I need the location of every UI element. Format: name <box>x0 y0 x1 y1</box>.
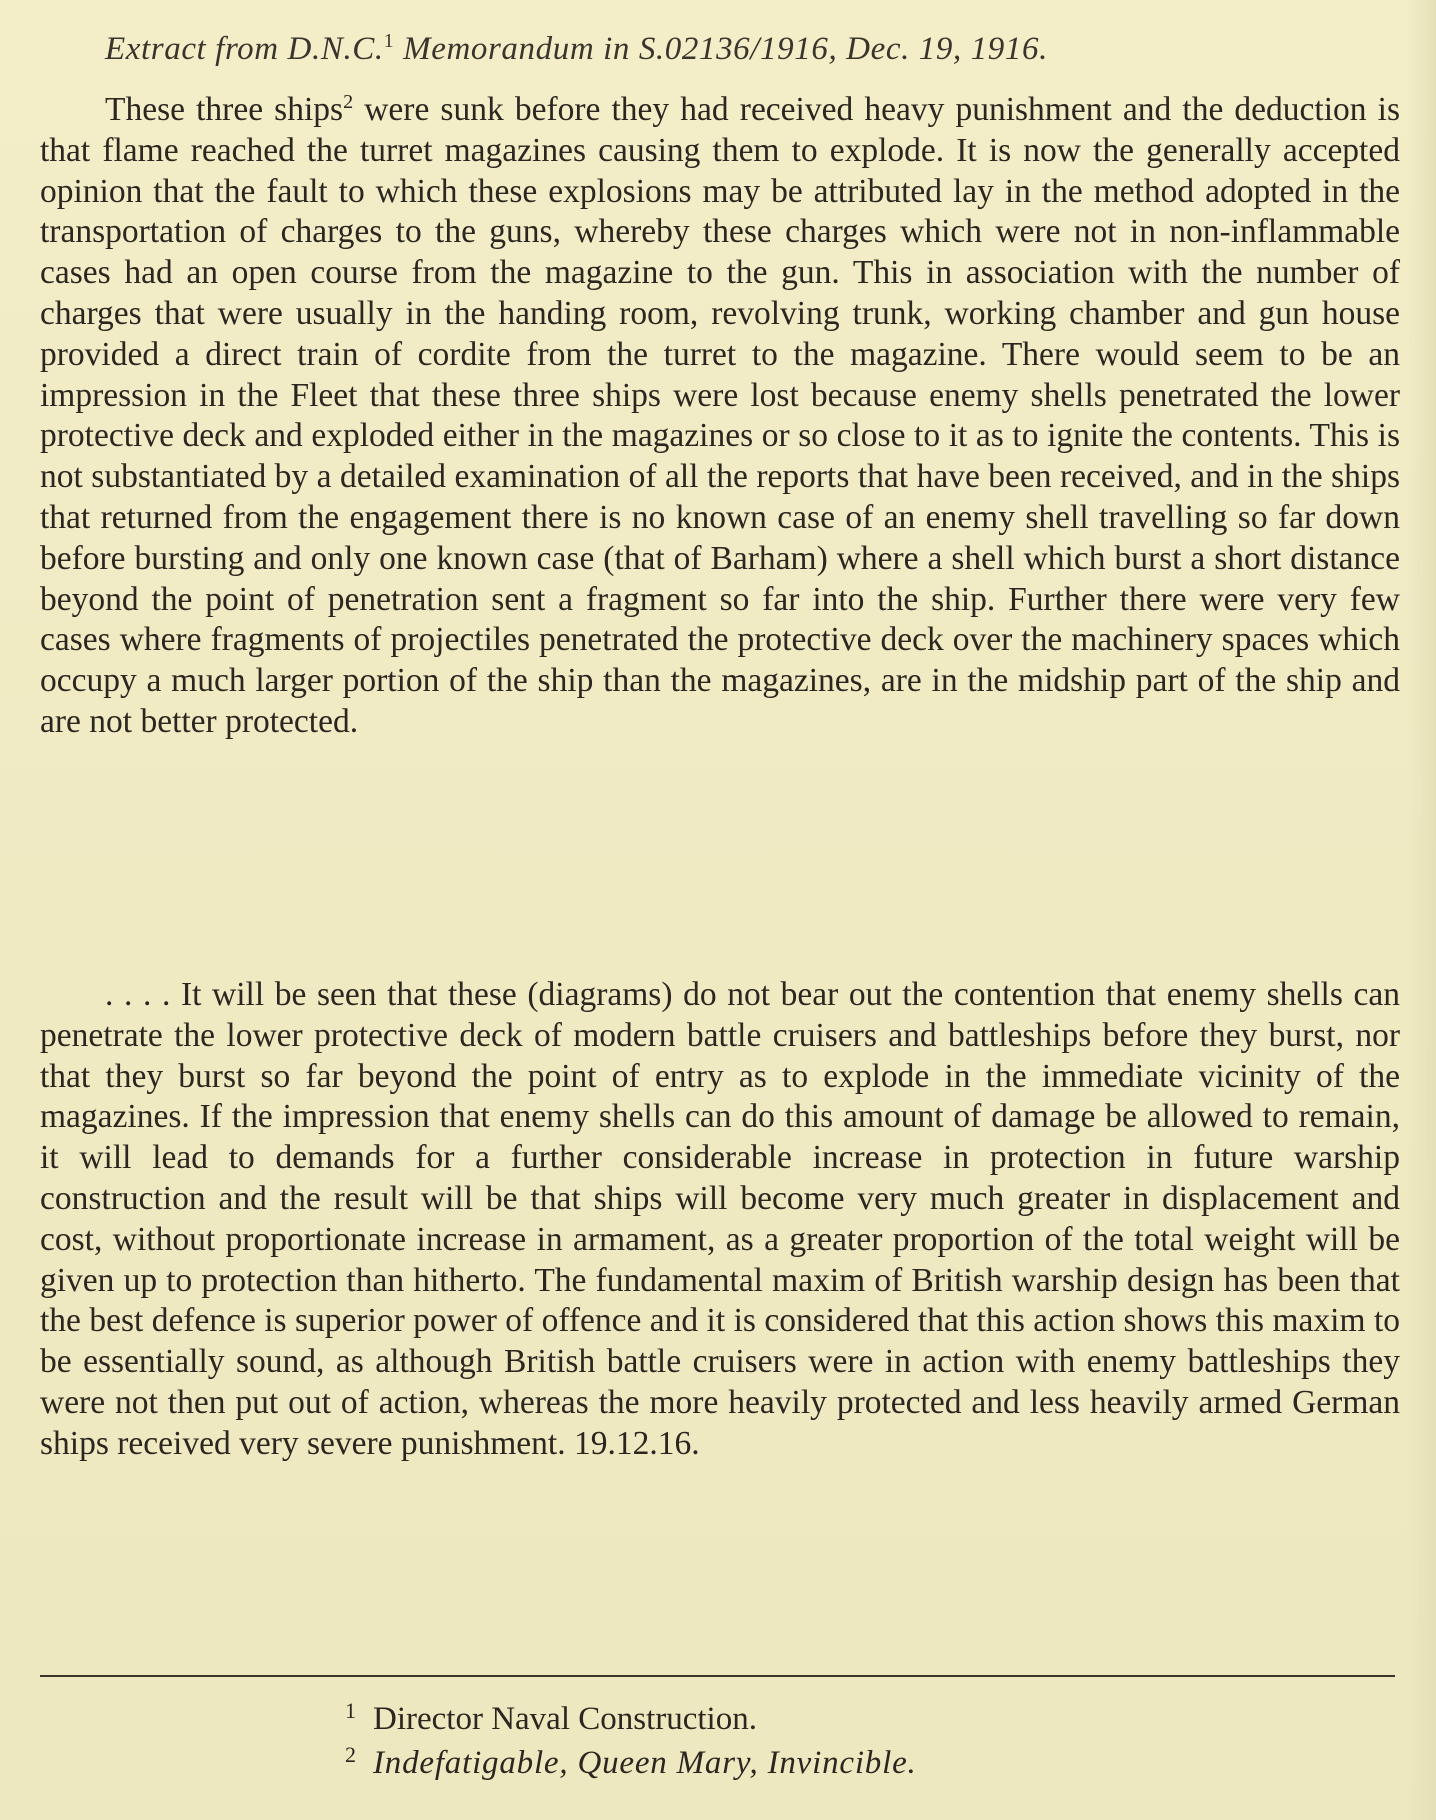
paragraph-2 <box>40 975 1400 1465</box>
paragraph-1-body: were sunk before they had received heavy punishment and the deduction is that flame reached the turret magazines causing them to explode. It is now the generally accepted opinion that the fault to which these explosions may be attributed lay in the method adopted in the transportation of charges to the guns, whereby these charges which were not in non-inflammable cases had an open course from the magazine to the gun. This in association with the number of charges that were usually in the handing room, revolving trunk, working chamber and gun house provided a direct train of cordite from the turret to the magazine. There would seem to be an impression in the Fleet that these three ships were lost because enemy shells penetrated the lower protective deck and exploded either in the magazines or so close to it as to ignite the contents. This is not substantiated by a detailed examination of all the reports that have been received, and in the ships that returned from the engagement there is no known case of an enemy shell travelling so far down before bursting and only one known case (that of Barham) where a shell which burst a short distance beyond the point of penetration sent a fragment so far into the ship. Further there were very few cases where fragments of projectiles penetrated the protective deck over the machinery spaces which occupy a much larger portion of the ship than the magazines, are in the midship part of the ship and are not better protected. <box>40 91 1400 740</box>
paragraph-1-footnote-ref: 2 <box>343 90 354 113</box>
heading-footnote-ref: 1 <box>383 30 395 52</box>
page-edge-shadow <box>1406 0 1436 1820</box>
paragraph-1-start: These three ships <box>105 91 344 128</box>
paragraph-1 <box>40 90 1400 743</box>
footnote-1-number: 1 <box>345 1698 356 1723</box>
footnote-1-text: Director Naval Construction. <box>373 1701 757 1737</box>
footnote-1 <box>345 1697 1345 1741</box>
footnote-divider <box>40 1675 1395 1677</box>
footnotes <box>345 1697 1345 1785</box>
heading-text-after: Memorandum in S.02136/1916, Dec. 19, 1916. <box>394 31 1048 67</box>
footnote-2 <box>345 1741 1345 1785</box>
paragraph-2-body: . . . . It will be seen that these (diagrams) do not bear out the contention that enemy shells can penetrate the lower protective deck of modern battle cruisers and battleships before they burst, nor that they burst so far beyond the point of entry as to explode in the immediate vicinity of the magazines. If the impression that enemy shells can do this amount of damage be allowed to remain, it will lead to demands for a further considerable increase in protection in future warship construction and the result will be that ships will become very much greater in displacement and cost, without proportionate increase in armament, as a greater proportion of the total weight will be given up to protection than hitherto. The fundamental maxim of British warship design has been that the best defence is superior power of offence and it is considered that this action shows this maxim to be essentially sound, as although British battle cruisers were in action with enemy battleships they were not then put out of action, whereas the more heavily protected and less heavily armed German ships received very severe punishment. 19.12.16. <box>40 976 1400 1462</box>
memorandum-heading <box>105 30 1405 68</box>
footnote-2-number: 2 <box>345 1742 356 1767</box>
heading-text-before: Extract from D.N.C. <box>105 31 384 67</box>
footnote-2-text: Indefatigable, Queen Mary, Invincible. <box>373 1745 917 1781</box>
